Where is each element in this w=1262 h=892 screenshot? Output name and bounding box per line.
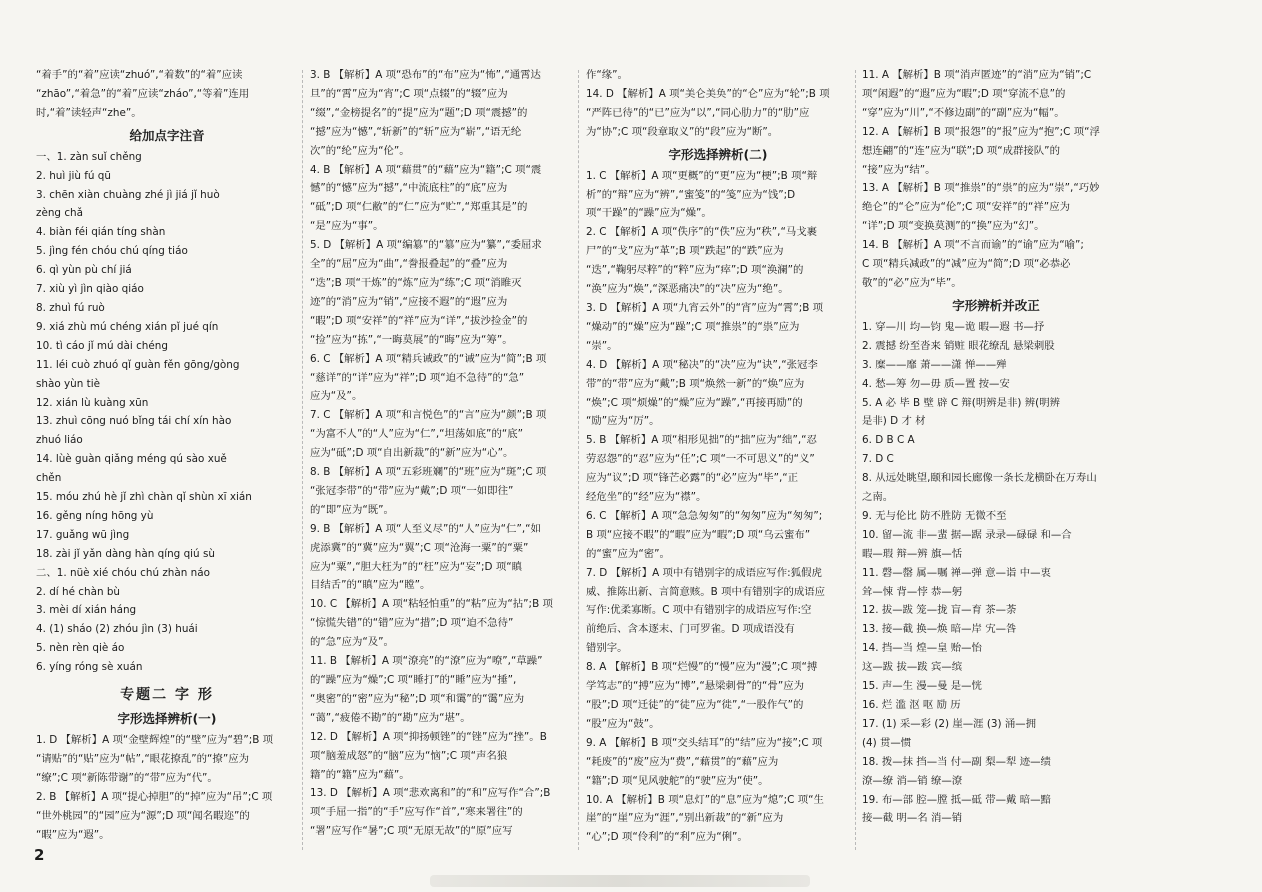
text-line: “惊慌失错”的“错”应为“措”;D 项“迫不急待” (310, 617, 514, 630)
text-line: 错别字。 (586, 642, 628, 655)
text-line: “缭”;C 项“新陈带谢”的“带”应为“代”。 (36, 771, 218, 784)
text-line: “耗废”的“废”应为“费”,“藉贯”的“藉”应为 (586, 755, 779, 768)
text-line: 7. D 【解析】A 项中有错别字的成语应写作:狐假虎 (586, 566, 822, 579)
text-line: “为富不人”的“人”应为“仁”,“坦荡如底”的“底” (310, 428, 523, 441)
text-line: C 项“精兵减政”的“减”应为“简”;D 项“必恭必 (862, 258, 1071, 271)
text-line: 4. biàn féi qián tíng shàn (36, 226, 166, 239)
text-line: “详”;D 项“变换莫测”的“换”应为“幻”。 (862, 220, 1045, 233)
intro-paragraph (36, 66, 298, 123)
text-line: 17. guǎng wū jìng (36, 528, 130, 541)
text-line: 12. D 【解析】A 项“抑扬顿锉”的“锉”应为“挫”。B (310, 730, 547, 743)
pinyin-answers (36, 148, 298, 677)
text-line: 前绝后、含本逐末、门可罗雀。D 项成语没有 (586, 623, 795, 636)
text-line: 9. 无与伦比 防不胜防 无微不至 (862, 509, 1007, 522)
text-line: 威、推陈出新、言简意赅。B 项中有错别字的成语应 (586, 585, 826, 598)
text-line: 目结舌”的“瞋”应为“瞠”。 (310, 579, 431, 592)
text-line: 1. C 【解析】A 项“更概”的“更”应为“梗”;B 项“辩 (586, 169, 818, 182)
text-line: 14. 挡—当 煌—皇 贻—怡 (862, 642, 982, 655)
text-line: 旦”的“霄”应为“宵”;C 项“点辍”的“辍”应为 (310, 87, 508, 100)
text-line: 6. yíng róng sè xuán (36, 661, 143, 674)
text-line: 14. D 【解析】A 项“美仑美奂”的“仑”应为“轮”;B 项 (586, 87, 830, 100)
footer-bar (430, 875, 810, 887)
text-line: 迹”的“消”应为“销”,“应接不遐”的“遐”应为 (310, 295, 508, 308)
text-line: 的“即”应为“既”。 (310, 503, 394, 516)
text-line: 项“闲遐”的“遐”应为“暇”;D 项“穿流不息”的 (862, 87, 1066, 100)
text-line: “接”应为“结”。 (862, 163, 936, 176)
section-heading-pinyin: 给加点字注音 (129, 127, 205, 143)
text-line: “励”应为“厉”。 (586, 415, 660, 428)
text-line: “捡”应为“拣”,“一晦莫展”的“晦”应为“筹”。 (310, 333, 513, 346)
text-line: 15. 声—生 漫—曼 是—恍 (862, 680, 982, 693)
text-line: 11. B 【解析】A 项“潦亮”的“潦”应为“嘹”,“草躁” (310, 655, 543, 668)
zixing-answers-2-continued (862, 66, 1130, 293)
text-line: 5. nèn rèn qiè áo (36, 642, 125, 655)
text-line: 10. C 【解析】A 项“粘轻怕重”的“粘”应为“拈”;B 项 (310, 598, 553, 611)
text-line: 的“蜜”应为“密”。 (586, 547, 670, 560)
column-4 (862, 66, 1130, 828)
text-line: 8. A 【解析】B 项“烂慢”的“慢”应为“漫”;C 项“搏 (586, 661, 818, 674)
text-line: 13. A 【解析】B 项“推祟”的“祟”的应为“崇”,“巧妙 (862, 182, 1100, 195)
text-line: “涣”应为“焕”,“深恶痛决”的“决”应为“绝”。 (586, 283, 789, 296)
text-line: chěn (36, 472, 62, 485)
text-line: 5. A 必 毕 B 壁 辟 C 辩(明辨是非) 辨(明辨 (862, 396, 1060, 409)
text-line: 作“缘”。 (586, 69, 628, 81)
section-heading-zixing-2: 字形选择辨析(二) (668, 146, 768, 162)
text-line: 次”的“纶”应为“伦”。 (310, 144, 410, 157)
text-line: 2. B 【解析】A 项“提心掉胆”的“掉”应为“吊”;C 项 (36, 790, 273, 803)
text-line: 尸”的“戈”应为“革”;B 项“跌起”的“跌”应为 (586, 245, 784, 258)
text-line: 的“急”应为“及”。 (310, 636, 394, 649)
text-line: “世外桃园”的“园”应为“源”;D 项“闻名暇迩”的 (36, 809, 250, 822)
text-line: 6. C 【解析】A 项“急急匆匆”的“匆匆”应为“匆匆”; (586, 509, 823, 522)
text-line: 全”的“屈”应为“曲”,“誊报叠起”的“叠”应为 (310, 258, 508, 271)
text-line: 14. B 【解析】A 项“不言而谕”的“谕”应为“喻”; (862, 239, 1084, 252)
text-line: 2. C 【解析】A 项“佚序”的“佚”应为“秩”,“马戈裹 (586, 226, 818, 239)
text-line: zhuó liáo (36, 434, 83, 447)
text-line: 7. xiù yì jìn qiào qiáo (36, 283, 144, 296)
text-line: 14. lùè guàn qiǎng méng qú sào xuě (36, 453, 227, 466)
text-line: 籍”的“籍”应为“藉”。 (310, 768, 410, 781)
text-line: 经危坐”的“经”应为“襟”。 (586, 491, 707, 504)
text-line: 4. (1) sháo (2) zhóu jìn (3) huái (36, 623, 198, 636)
text-line: “署”应写作“暑”;C 项“无原无故”的“原”应写 (310, 825, 513, 838)
text-line: 5. jìng fén chóu chú qíng tiáo (36, 245, 188, 258)
text-line: 10. A 【解析】B 项“息灯”的“息”应为“熄”;C 项“生 (586, 793, 824, 806)
text-line: 学笃志”的“搏”应为“博”,“悬梁刺骨”的“骨”应为 (586, 680, 804, 693)
text-line: 13. 接—截 换—焕 暗—岸 宄—咎 (862, 623, 1017, 636)
text-line: 10. tì cáo jǐ mú dài chéng (36, 339, 168, 352)
text-line: 18. zài jǐ yǎn dàng hàn qíng qiú sù (36, 547, 215, 560)
text-line: 1. 穿—川 均—钧 鬼—诡 暇—遐 书—抒 (862, 320, 1045, 333)
text-line: 应为“砥”;D 项“自出新裁”的“新”应为“心”。 (310, 447, 514, 460)
text-line: “奥密”的“密”应为“秘”;D 项“和霭”的“霭”应为 (310, 692, 525, 705)
text-line: 12. xián lù kuàng xūn (36, 396, 149, 409)
text-line: “请贴”的“贴”应为“帖”,“眼花撩乱”的“撩”应为 (36, 752, 249, 765)
text-line: 4. B 【解析】A 项“藉贯”的“藉”应为“籍”;C 项“震 (310, 163, 542, 176)
column-divider (578, 70, 579, 850)
text-line: 2. huì jiù fú qū (36, 169, 111, 182)
text-line: 9. xiá zhù mú chéng xián pǐ jué qín (36, 320, 219, 333)
text-line: 应为“及”。 (310, 390, 363, 403)
text-line: 16. gěng níng hōng yù (36, 509, 154, 522)
text-line: 写作:优柔寡断。C 项中有错别字的成语应写作:空 (586, 604, 812, 617)
text-line: “是”应为“事”。 (310, 220, 384, 233)
text-line: 10. 留—流 非—蜚 据—踞 录录—碌碌 和—合 (862, 528, 1072, 541)
text-line: 4. 愁—筹 勿—毋 质—置 按—安 (862, 377, 1010, 390)
text-line: 13. D 【解析】A 项“悲欢离和”的“和”应写作“合”;B (310, 787, 551, 800)
page-number: 2 (34, 846, 45, 864)
text-line: 析”的“辩”应为“辨”,“蜜笺”的“笺”应为“饯”;D (586, 188, 796, 201)
text-line: 13. zhuì cōng nuó bǐng tái chí xín hào (36, 415, 232, 428)
text-line: “籍”;D 项“见风驶舵”的“驶”应为“使”。 (586, 774, 769, 787)
text-line: 带”的“带”应为“戴”;B 项“焕然一新”的“焕”应为 (586, 377, 805, 390)
text-line: 二、1. nüè xié chóu chú zhàn náo (36, 566, 210, 579)
topic-title: 专题二 字 形 (120, 687, 214, 704)
text-line: 19. 布—部 腔—膛 抵—砥 带—戴 暗—黯 (862, 793, 1051, 806)
text-line: 8. 从远处眺望,颐和园长廊像一条长龙横卧在万寿山 (862, 472, 1097, 485)
text-line: 为“协”;C 项“段章取义”的“段”应为“断”。 (586, 125, 779, 138)
text-line: 暇—瑕 辩—辨 旗—恬 (862, 547, 963, 560)
text-line: 6. D B C A (862, 434, 915, 447)
text-line: 项“脑羞成怒”的“脑”应为“恼”;C 项“声名狼 (310, 749, 508, 762)
text-line: 一、1. zàn suǐ chěng (36, 150, 142, 163)
text-line: “严阵已待”的“已”应为“以”,“同心肋力”的“肋”应 (586, 106, 810, 119)
text-line: 9. A 【解析】B 项“交头结耳”的“结”应为“接”;C 项 (586, 736, 823, 749)
text-line: 12. 拔—跋 笼—拢 盲—育 茶—荼 (862, 604, 1017, 617)
text-line: “股”应为“鼓”。 (586, 717, 660, 730)
zixing-answers-1-continued (310, 66, 572, 841)
text-line: “撼”应为“憾”,“斩新”的“斩”应为“崭”,“语无纶 (310, 125, 522, 138)
column-divider (855, 70, 856, 850)
text-line: “迭”,“鞠躬尽粹”的“粹”应为“瘁”;D 项“涣澜”的 (586, 264, 804, 277)
text-line: 7. D C (862, 453, 894, 466)
text-line: 11. léi cuò zhuó qǐ guàn fěn gōng/gòng (36, 358, 240, 371)
zixing-answers-1-end (586, 66, 850, 142)
text-line: 项“干躁”的“躁”应为“燥”。 (586, 207, 712, 220)
text-line: 11. 磬—罄 属—嘱 禅—弹 意—诣 中—衷 (862, 566, 1051, 579)
text-line: 16. 烂 滥 沤 呕 励 历 (862, 699, 961, 711)
text-line: (4) 贯—惯 (862, 736, 912, 749)
text-line: 耸—悚 背—悖 恭—躬 (862, 585, 963, 598)
text-line: 2. 震撼 纷至沓来 销赃 眼花缭乱 悬梁刺股 (862, 339, 1055, 352)
text-line: “心”;D 项“伶利”的“利”应为“俐”。 (586, 831, 748, 844)
text-line: “zhāo”,“着急”的“着”应读“zháo”,“等着”连用 (36, 87, 250, 100)
text-line: 9. B 【解析】A 项“人至义尽”的“人”应为“仁”,“如 (310, 522, 541, 535)
text-line: 3. mèi dí xián háng (36, 604, 137, 617)
column-3 (586, 66, 850, 847)
text-line: 之南。 (862, 491, 894, 504)
text-line: 项“手屈一指”的“手”应写作“首”,“寒来署往”的 (310, 806, 523, 819)
text-line: “焕”;C 项“烦燥”的“燥”应为“躁”,“再接再励”的 (586, 396, 803, 409)
text-line: 12. A 【解析】B 项“报怨”的“报”应为“抱”;C 项“浮 (862, 125, 1100, 138)
text-line: 5. B 【解析】A 项“相形见拙”的“拙”应为“绌”,“忍 (586, 434, 817, 447)
text-line: “股”;D 项“迁徒”的“徒”应为“徙”,“一股作气”的 (586, 699, 804, 711)
text-line: shào yùn tiè (36, 377, 101, 390)
correction-answers (862, 318, 1130, 828)
text-line: 4. D 【解析】A 项“秘决”的“决”应为“诀”,“张冠李 (586, 358, 818, 371)
text-line: 的“躁”应为“燥”;C 项“睡打”的“睡”应为“捶”, (310, 674, 517, 686)
zixing-answers-2 (586, 167, 850, 848)
column-divider (302, 70, 303, 850)
text-line: “缀”,“金榜提名”的“提”应为“题”;D 项“震撼”的 (310, 106, 528, 119)
section-heading-correction: 字形辨析并改正 (952, 297, 1040, 313)
text-line: “慈详”的“详”应为“祥”;D 项“迫不急待”的“急” (310, 371, 525, 384)
text-line: 18. 拨—抹 挡—当 付—副 梨—犁 迹—绩 (862, 755, 1051, 768)
text-line: 潦—缭 消—销 缭—潦 (862, 774, 963, 787)
text-line: 应为“议”;D 项“锋芒必露”的“必”应为“毕”,“正 (586, 472, 799, 485)
text-line: 崖”的“崖”应为“涯”,“别出新裁”的“新”应为 (586, 812, 784, 825)
text-line: “着手”的“着”应读“zhuó”,“着数”的“着”应读 (36, 69, 243, 81)
text-line: 6. qì yùn pù chí jiá (36, 264, 132, 277)
text-line: B 项“应接不暇”的“暇”应为“暇”;D 项“乌云蜜布” (586, 528, 811, 541)
text-line: 7. C 【解析】A 项“和言悦色”的“言”应为“颜”;B 项 (310, 409, 547, 422)
text-line: 3. D 【解析】A 项“九宵云外”的“宵”应为“霄”;B 项 (586, 301, 824, 314)
text-line: “崇”。 (586, 339, 618, 352)
text-line: 11. A 【解析】B 项“消声匿迹”的“消”应为“销”;C (862, 69, 1092, 81)
text-line: 应为“粟”,“胆大枉为”的“枉”应为“妄”;D 项“瞋 (310, 560, 523, 573)
column-2 (310, 66, 572, 841)
text-line: “燥动”的“燥”应为“躁”;C 项“推祟”的“祟”应为 (586, 320, 800, 333)
text-line: 时,“着”读轻声“zhe”。 (36, 106, 142, 119)
text-line: 想连翩”的“连”应为“联”;D 项“成群接队”的 (862, 144, 1060, 157)
zixing-answers-1 (36, 731, 298, 844)
text-line: 是非) D 才 材 (862, 415, 926, 428)
text-line: 这—跋 拔—跋 宾—缤 (862, 661, 963, 674)
section-heading-zixing-1: 字形选择辨析(一) (117, 711, 217, 726)
text-line: 敬”的“必”应为“毕”。 (862, 276, 962, 289)
text-line: 虎添冀”的“冀”应为“翼”;C 项“沧海一粟”的“粟” (310, 541, 529, 554)
text-line: 1. D 【解析】A 项“金壁辉煌”的“壁”应为“碧”;B 项 (36, 734, 274, 746)
text-line: zèng chǎ (36, 207, 83, 220)
text-line: “张冠李带”的“带”应为“戴”;D 项“一如即往” (310, 484, 514, 497)
text-line: 8. B 【解析】A 项“五彩班斓”的“班”应为“斑”;C 项 (310, 466, 547, 479)
text-line: 憾”的“憾”应为“撼”,“中流底柱”的“底”应为 (310, 182, 508, 195)
text-line: “蔼”,“疲倦不勘”的“勘”应为“堪”。 (310, 711, 471, 724)
text-line: 3. chēn xiàn chuàng zhé jì jiá jǐ huò (36, 188, 220, 201)
text-line: 5. D 【解析】A 项“编簒”的“簒”应为“纂”,“委屈求 (310, 239, 542, 252)
text-line: 劳忍怨”的“忍”应为“任”;C 项“一不可思义”的“义” (586, 453, 815, 466)
text-line: “暇”应为“遐”。 (36, 828, 110, 841)
text-line: 2. dí hé chàn bù (36, 585, 121, 598)
text-line: 接—截 明—名 消—销 (862, 812, 963, 825)
text-line: 17. (1) 采—彩 (2) 崖—涯 (3) 涌—拥 (862, 717, 1037, 730)
text-line: 15. móu zhú hè jǐ zhì chàn qǐ shùn xī xián (36, 491, 252, 504)
text-line: 8. zhuì fú ruò (36, 301, 105, 314)
text-line: 绝仑”的“仑”应为“伦”;C 项“安祥”的“祥”应为 (862, 201, 1070, 214)
text-line: 3. B 【解析】A 项“恐布”的“布”应为“怖”,“通霄达 (310, 69, 541, 81)
text-line: 3. 糜——靡 萧——潇 惮——殚 (862, 358, 1007, 371)
text-line: “迭”;B 项“干炼”的“炼”应为“练”;C 项“消睢灭 (310, 276, 522, 289)
text-line: 6. C 【解析】A 项“精兵诫政”的“诫”应为“简”;B 项 (310, 352, 547, 365)
text-line: “穿”应为“川”,“不修边副”的“副”应为“幅”。 (862, 106, 1065, 119)
column-1 (36, 66, 298, 844)
text-line: “暇”;D 项“安祥”的“祥”应为“详”,“拔沙捡金”的 (310, 314, 528, 327)
text-line: “砥”;D 项“仁敝”的“仁”应为“贮”,“郑重其是”的 (310, 201, 528, 214)
